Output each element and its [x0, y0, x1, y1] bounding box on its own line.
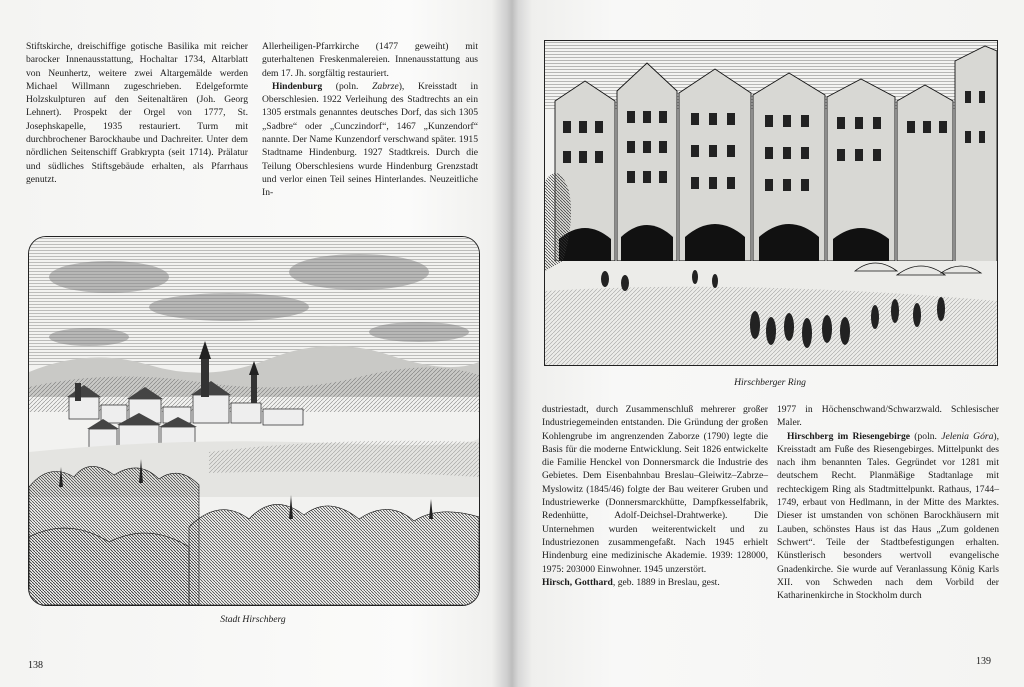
hirschberg-polish-name: Jelenia Góra [941, 430, 994, 442]
hindenburg-polish-name: Zabrze [372, 80, 399, 92]
hindenburg-headword: Hindenburg [272, 80, 323, 92]
hirschberg-paren-close: ), [993, 430, 999, 442]
left-page [0, 0, 505, 687]
hirsch-text: , geb. 1889 in Breslau, gest. [612, 576, 720, 588]
hirschberg-entry [777, 430, 999, 603]
page-number-right: 139 [976, 656, 991, 667]
stiftskirche-paragraph: Stiftskirche, dreischiffige gotische Basilika mit reicher barocker Innenausstattung, Hochaltar 1734, Altarblatt von Neunhertz, weitere zwei Altargemälde werden Michael Willmann zugeschrieben. Edelgeformte Holzskulpturen auf den Seitenaltären (Joh. Georg Lehnert). Prospekt der Orgel von 1777, St. Josephskapelle, 1935 restauriert. Turm mit durchbrochener Barockhaube und Dachreiter. Unter dem nördlichen Seitenschiff Grabkrypta (seit 1714). Prälatur und südliches Stiftsgebäude erhalten, als Pfarrhaus genutzt. [26, 41, 248, 185]
left-column-2 [262, 40, 478, 200]
hirsch-continuation: 1977 in Höchenschwand/Schwarzwald. Schlesischer Maler. [777, 404, 999, 429]
hirschberg-headword: Hirschberg im Riesengebirge [787, 430, 911, 442]
right-page [510, 0, 1024, 687]
hirschberg-text: Kreisstadt am Fuße des Riesengebirges. Mittelpunkt des nach ihm benannten Tales. Gegründet vor 1281 mit deutschem Recht. Planmäßige Stadtanlage mit rechteckigem Ring als Stadtmittelpunkt. Rathaus, 1744–1749, erbaut von Hedlmann, in der Mitte des Marktes. Dieser ist umstanden von schönen Barockhäusern mit Lauben, schönstes Haus ist das Haus „Zum goldenen Schwert“. Teile der Stadtbefestigungen erhalten. Künstlerisch besonders wertvoll evangelische Gnadenkirche. Sie wurde auf Veranlassung König Karls XII. von Schweden nach dem Vorbild der Katharinenkirche in Stockholm durch [777, 443, 999, 602]
hindenburg-entry [262, 80, 478, 200]
figure-caption-hirschberger-ring: Hirschberger Ring [734, 377, 806, 388]
right-column-2 [777, 403, 999, 602]
engraving-hirschberger-ring [544, 40, 998, 366]
left-column-1 [26, 40, 248, 186]
page-number-left: 138 [28, 660, 43, 671]
hirsch-headword: Hirsch, Gotthard [542, 576, 613, 588]
allerheiligen-paragraph: Allerheiligen-Pfarrkirche (1477 geweiht) mit guterhaltenen Freskenmalereien. Innenausstattung aus dem 17. Jh. sorgfältig restauriert. [262, 41, 478, 79]
hirschberg-paren-open: (poln. [910, 430, 942, 442]
engraving-stadt-hirschberg [28, 236, 480, 606]
right-column-1 [542, 403, 768, 589]
hindenburg-paren-close: ), [398, 80, 418, 92]
figure-caption-stadt-hirschberg: Stadt Hirschberg [220, 614, 286, 625]
hindenburg-continuation: dustriestadt, durch Zusammenschluß mehrerer großer Industriegemeinden entstanden. Die Gründung der großen Kohlengrube im angrenzenden Zaborze (1790) legte die Basis für die moderne Entwicklung. Seit 1826 entwickelte die Familie Henckel von Donnersmarck die Industrie des Gebietes. Dem Eisenbahnbau Breslau–Gleiwitz–Zabrze–Myslowitz (1845/46) folgte der Bau weiterer Gruben und Industriewerke (Donnersmarckhütte, Dampfkesselfabrik, Redenhütte, Adolf-Deichsel-Drahtwerke). Die Unternehmen wurden weiterentwickelt und zu Industriezonen zusammengefaßt. Nach 1945 erhielt Hindenburg eine medizinische Akademie. 1939: 128000, 1975: 203000 Einwohner. 1945 unzerstört. [542, 404, 768, 575]
town-landscape-illustration [29, 237, 479, 605]
hindenburg-text: Kreisstadt in Oberschlesien. 1922 Verleihung des Stadtrechts an ein 1305 erstmals genanntes deutsches Dorf, das sich 1305 „Sadbre“ oder „Cunczindorf“, 1467 „Kunzendorf“ nannte. Der Name Kunzendorf verschwand später. 1915 Stadtname Hindenburg. 1927 Stadtkreis. Durch die Teilung Oberschlesiens wurde Hindenburg Grenzstadt und verlor einen Teil seines Hinterlandes. Neuzeitliche In- [262, 80, 478, 199]
market-square-illustration [545, 41, 997, 365]
hirsch-entry [542, 576, 768, 589]
hindenburg-paren-open: (poln. [322, 80, 373, 92]
